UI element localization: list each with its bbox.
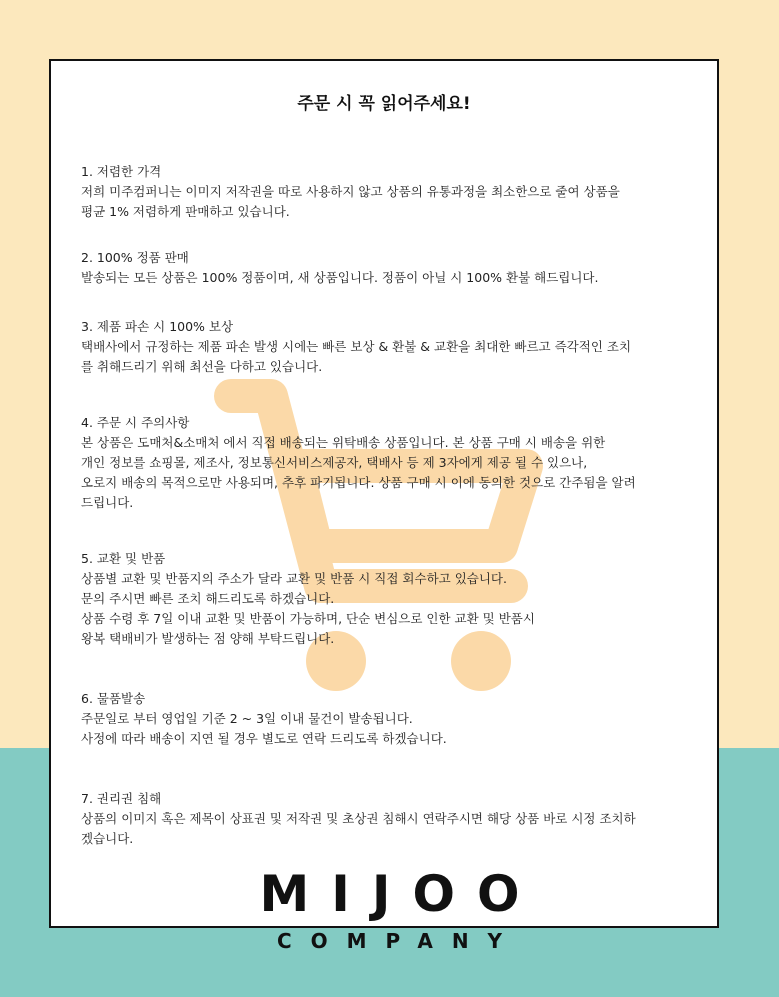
notice-card — [49, 59, 719, 928]
section-shipping — [81, 688, 701, 749]
section-text: 본 상품은 도매처&소매처 에서 직접 배송되는 위탁배송 상품입니다. 본 상품 구매 시 배송을 위한 — [81, 435, 606, 450]
section-text: 상품별 교환 및 반품지의 주소가 달라 교환 및 반품 시 직접 회수하고 있습니다. — [81, 571, 507, 586]
brand-logo-subtitle: COMPANY — [276, 929, 522, 953]
section-genuine — [81, 247, 701, 288]
section-heading: 5. 교환 및 반품 — [81, 551, 166, 566]
section-text: 개인 정보를 쇼핑몰, 제조사, 정보통신서비스제공자, 택배사 등 제 3자에게 제공 될 수 있으나, — [81, 455, 588, 470]
section-text: 문의 주시면 빠른 조치 해드리도록 하겠습니다. — [81, 591, 335, 606]
section-exchange — [81, 548, 701, 649]
section-heading: 4. 주문 시 주의사항 — [81, 415, 190, 430]
section-text: 상품 수령 후 7일 이내 교환 및 반품이 가능하며, 단순 변심으로 인한 교환 및 반품시 — [81, 611, 535, 626]
section-text: 사정에 따라 배송이 지연 될 경우 별도로 연락 드리도록 하겠습니다. — [81, 731, 447, 746]
section-text: 드립니다. — [81, 495, 134, 510]
section-heading: 2. 100% 정품 판매 — [81, 250, 189, 265]
section-text: 를 취해드리기 위해 최선을 다하고 있습니다. — [81, 359, 323, 374]
page-title: 주문 시 꼭 읽어주세요! — [297, 94, 471, 114]
section-heading: 6. 물품발송 — [81, 691, 146, 706]
section-heading: 3. 제품 파손 시 100% 보상 — [81, 319, 234, 334]
section-text: 상품의 이미지 혹은 제목이 상표권 및 저작권 및 초상권 침해시 연락주시면 해당 상품 바로 시정 조치하 — [81, 811, 636, 826]
section-text: 오로지 배송의 목적으로만 사용되며, 추후 파기됩니다. 상품 구매 시 이에 동의한 것으로 간주됨을 알려 — [81, 475, 636, 490]
section-price — [81, 161, 701, 222]
section-text: 발송되는 모든 상품은 100% 정품이며, 새 상품입니다. 정품이 아닐 시 100% 환불 해드립니다. — [81, 270, 599, 285]
section-text: 왕복 택배비가 발생하는 점 양해 부탁드립니다. — [81, 631, 335, 646]
section-heading: 7. 권리권 침해 — [81, 791, 162, 806]
section-text: 택배사에서 규정하는 제품 파손 발생 시에는 빠른 보상 & 환불 & 교환을 최대한 빠르고 즉각적인 조치 — [81, 339, 632, 354]
section-text: 저희 미주컴퍼니는 이미지 저작권을 따로 사용하지 않고 상품의 유통과정을 최소한으로 줄여 상품을 — [81, 184, 620, 199]
section-text: 주문일로 부터 영업일 기준 2 ~ 3일 이내 물건이 발송됩니다. — [81, 711, 413, 726]
section-damage — [81, 316, 701, 377]
section-text: 평균 1% 저렴하게 판매하고 있습니다. — [81, 204, 290, 219]
brand-logo: MIJOO — [259, 865, 542, 923]
section-caution — [81, 412, 701, 513]
section-text: 겠습니다. — [81, 831, 134, 846]
section-rights — [81, 788, 701, 849]
section-heading: 1. 저렴한 가격 — [81, 164, 162, 179]
